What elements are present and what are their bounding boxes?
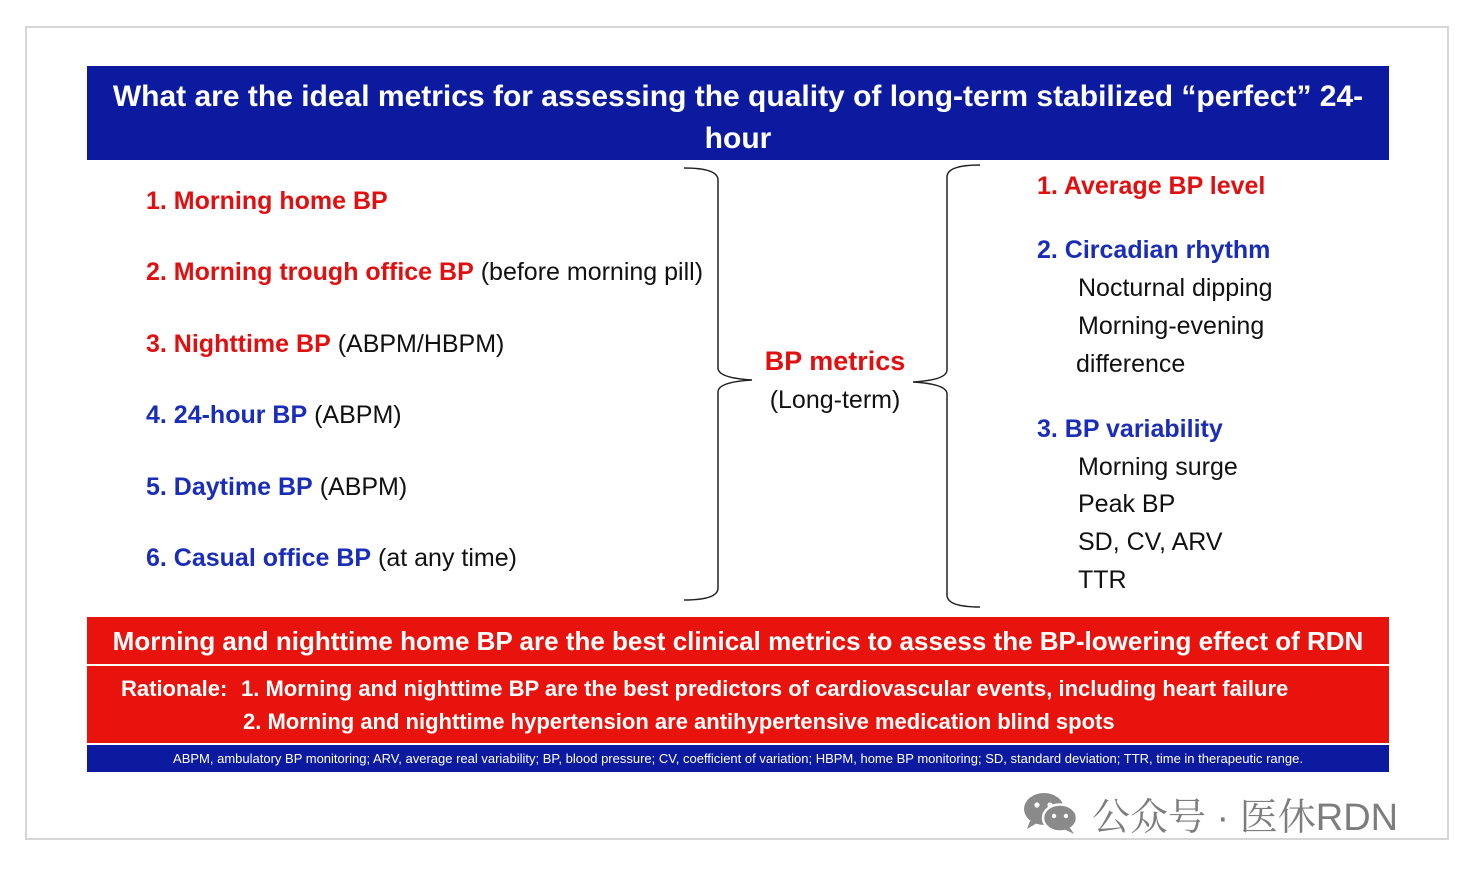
left-metric-note: (ABPM) (307, 401, 402, 429)
left-metric-label: 1. Morning home BP (146, 187, 388, 215)
left-metric-label: 2. Morning trough office BP (146, 258, 474, 286)
left-metric-label: 6. Casual office BP (146, 544, 372, 572)
right-metric-3-sub: Morning surge (1078, 453, 1238, 481)
watermark-text: 公众号 · 医休RDN (1092, 796, 1399, 839)
left-metric-note: (ABPM) (312, 473, 408, 501)
left-metric-label: 3. Nighttime BP (146, 330, 331, 358)
abbreviations-footnote: ABPM, ambulatory BP monitoring; ARV, average real variability; BP, blood pressure; CV, coefficient of variation; HBPM, home BP monitoring; SD, standard deviation; TTR, time in therapeutic range. (87, 745, 1389, 772)
center-title: BP metrics (764, 346, 906, 376)
right-metric-3-sub: Peak BP (1078, 490, 1176, 518)
left-brace (684, 168, 752, 600)
wechat-icon (1022, 791, 1080, 835)
right-metric-2-sub: Morning-evening (1078, 312, 1265, 340)
right-metric-2-sub: Nocturnal dipping (1078, 274, 1273, 302)
right-metric-1-title: 1. Average BP level (1037, 172, 1266, 200)
center-subtitle: (Long-term) (769, 386, 901, 414)
left-metric-note: (before morning pill) (473, 258, 704, 286)
rationale-label: Rationale: (121, 676, 228, 701)
left-metric-label: 4. 24-hour BP (146, 401, 308, 429)
right-metric-3-title: 3. BP variability (1037, 415, 1223, 443)
conclusion-banner: Morning and nighttime home BP are the best clinical metrics to assess the BP-lowering effect of RDN (87, 617, 1389, 664)
title-line-1: What are the ideal metrics for assessing the quality of long-term stabilized “perfect” 24-hour (112, 80, 1364, 155)
rationale-point-2: 2. Morning and nighttime hypertension are antihypertensive medication blind spots (243, 709, 1115, 734)
right-metric-3-sub: TTR (1078, 566, 1127, 594)
right-metric-2-title: 2. Circadian rhythm (1037, 236, 1271, 264)
left-metric-label: 5. Daytime BP (146, 473, 313, 501)
right-metric-3-sub: SD, CV, ARV (1078, 528, 1223, 556)
left-metric-note: (at any time) (371, 544, 517, 572)
right-metric-2-sub: difference (1076, 350, 1186, 378)
rationale-banner (87, 666, 1389, 743)
rationale-point-1: 1. Morning and nighttime BP are the best predictors of cardiovascular events, including heart failure (241, 676, 1289, 701)
title-line-2: BP control (662, 164, 814, 197)
watermark (1022, 790, 1399, 839)
left-metric-note: (ABPM/HBPM) (330, 330, 505, 358)
